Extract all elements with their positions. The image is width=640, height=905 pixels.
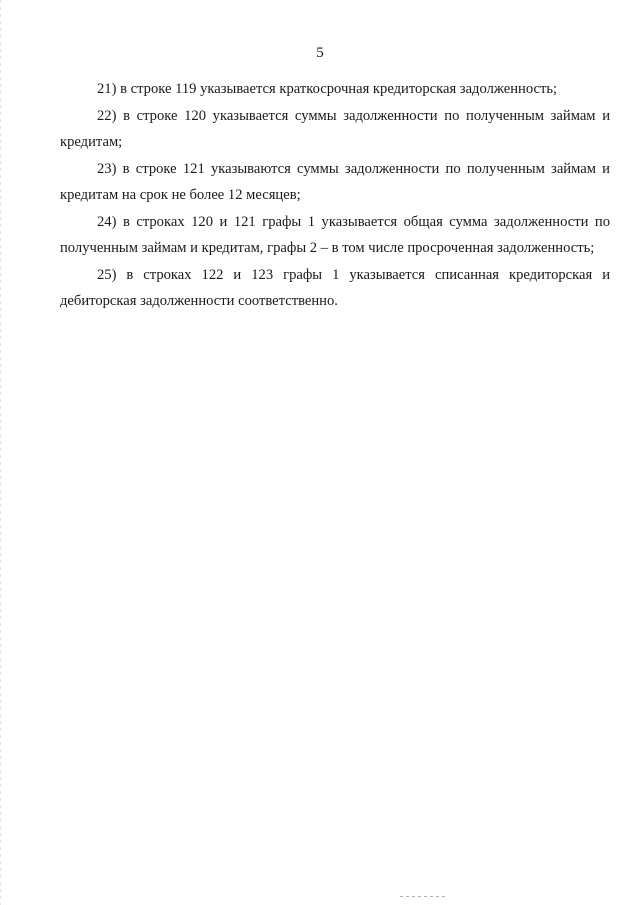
paragraph-line: 22) в строке 120 указывается суммы задолженности по полученным займам и — [97, 107, 610, 124]
list-item-21 — [60, 76, 610, 103]
document-body — [60, 76, 610, 315]
scan-bottom-artifact — [400, 896, 446, 897]
list-item-22 — [60, 103, 610, 156]
scan-edge-artifact — [0, 0, 1, 905]
paragraph-line: кредитам; — [60, 134, 123, 150]
paragraph-line: полученным займам и кредитам, графы 2 – в том числе просроченная задолженность; — [60, 240, 595, 256]
paragraph-line: 21) в строке 119 указывается краткосрочная кредиторская задолженность; — [97, 81, 558, 97]
list-item-23 — [60, 156, 610, 209]
paragraph-line: кредитам на срок не более 12 месяцев; — [60, 187, 301, 203]
paragraph-line: 24) в строках 120 и 121 графы 1 указывается общая сумма задолженности по — [97, 213, 610, 230]
paragraph-line: 23) в строке 121 указываются суммы задолженности по полученным займам и — [97, 160, 610, 177]
paragraph-line: 25) в строках 122 и 123 графы 1 указывается списанная кредиторская и — [97, 266, 610, 283]
list-item-25 — [60, 262, 610, 315]
paragraph-line: дебиторская задолженности соответственно. — [60, 293, 338, 309]
list-item-24 — [60, 209, 610, 262]
page-number: 5 — [316, 45, 324, 61]
